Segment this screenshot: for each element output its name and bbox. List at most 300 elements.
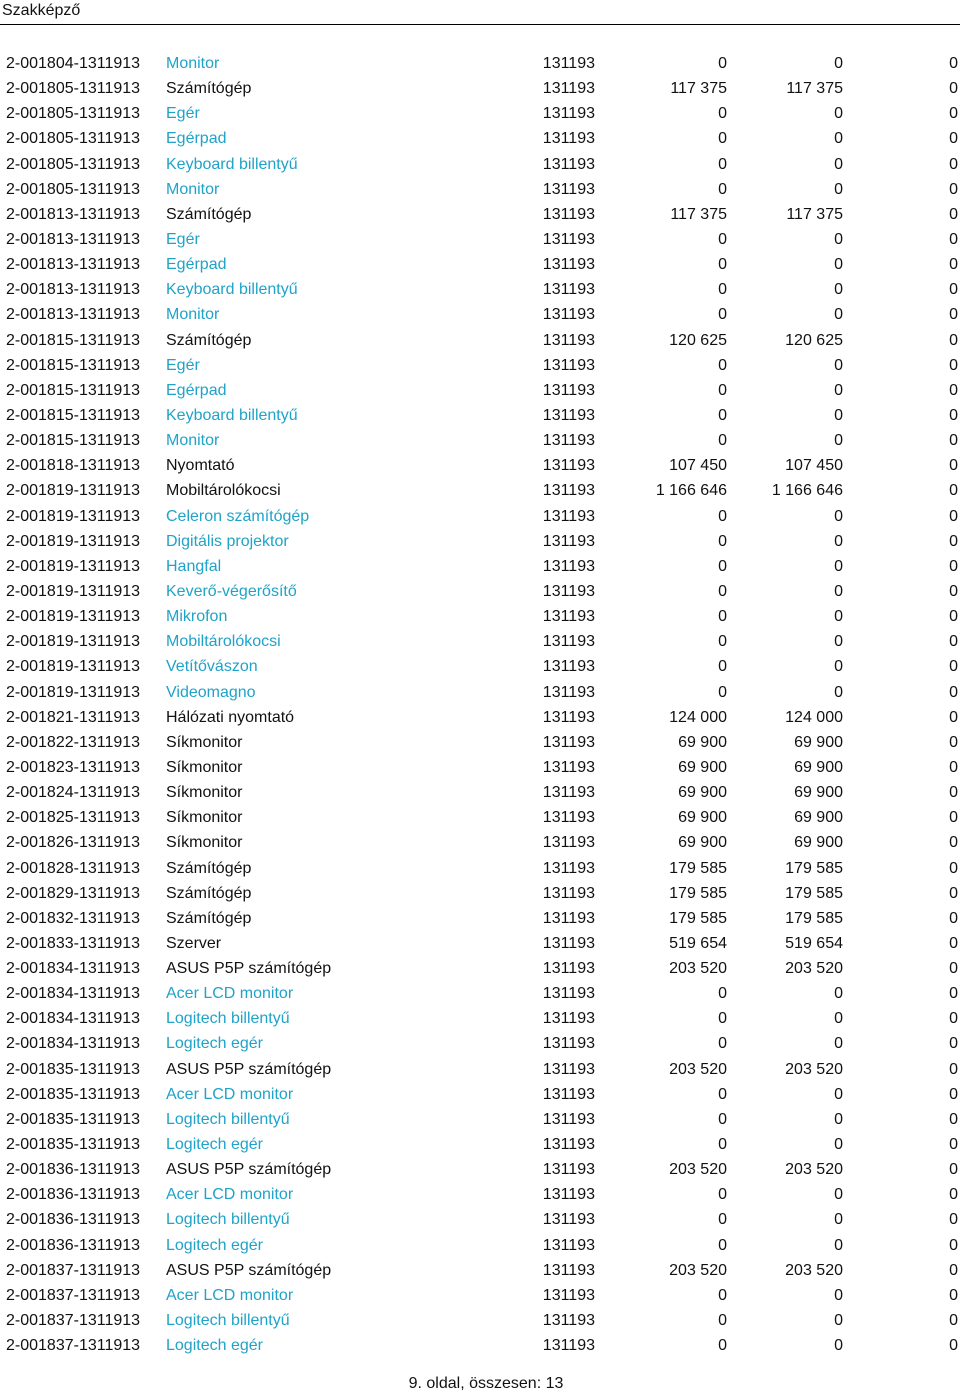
row-code: 131193 bbox=[542, 105, 595, 123]
row-id: 2-001819-1311913 bbox=[6, 582, 141, 600]
row-id: 2-001834-1311913 bbox=[6, 1035, 141, 1053]
row-item-name: Síkmonitor bbox=[166, 758, 243, 776]
row-item-name: Számítógép bbox=[166, 80, 252, 98]
table-row bbox=[0, 428, 960, 453]
row-value-net: 0 bbox=[834, 582, 843, 600]
table-row bbox=[0, 1283, 960, 1308]
row-value-remaining: 0 bbox=[949, 1136, 958, 1154]
row-value-net: 0 bbox=[834, 356, 843, 374]
table-row bbox=[0, 126, 960, 151]
row-item-name: Keyboard billentyű bbox=[166, 406, 298, 424]
row-value-net: 117 375 bbox=[786, 205, 843, 223]
row-id: 2-001836-1311913 bbox=[6, 1186, 141, 1204]
table-row bbox=[0, 554, 960, 579]
row-code: 131193 bbox=[542, 1110, 595, 1128]
row-item-name: Vetítővászon bbox=[166, 658, 258, 676]
row-id: 2-001819-1311913 bbox=[6, 633, 141, 651]
table-row bbox=[0, 504, 960, 529]
row-value-remaining: 0 bbox=[949, 733, 958, 751]
row-value-remaining: 0 bbox=[949, 331, 958, 349]
row-code: 131193 bbox=[542, 457, 595, 475]
row-value-remaining: 0 bbox=[949, 130, 958, 148]
row-value-gross: 0 bbox=[718, 155, 727, 173]
row-value-remaining: 0 bbox=[949, 281, 958, 299]
row-value-gross: 0 bbox=[718, 381, 727, 399]
row-code: 131193 bbox=[542, 80, 595, 98]
row-value-remaining: 0 bbox=[949, 381, 958, 399]
row-value-gross: 0 bbox=[718, 230, 727, 248]
table-row bbox=[0, 1132, 960, 1157]
row-item-name: Acer LCD monitor bbox=[166, 1085, 294, 1103]
row-id: 2-001835-1311913 bbox=[6, 1110, 141, 1128]
row-value-net: 0 bbox=[834, 507, 843, 525]
row-id: 2-001825-1311913 bbox=[6, 809, 141, 827]
row-value-gross: 0 bbox=[718, 1337, 727, 1355]
row-id: 2-001819-1311913 bbox=[6, 557, 141, 575]
row-code: 131193 bbox=[542, 1060, 595, 1078]
row-id: 2-001805-1311913 bbox=[6, 80, 141, 98]
row-value-gross: 69 900 bbox=[678, 733, 727, 751]
row-value-net: 0 bbox=[834, 381, 843, 399]
row-id: 2-001805-1311913 bbox=[6, 105, 141, 123]
table-row bbox=[0, 881, 960, 906]
table-row bbox=[0, 931, 960, 956]
row-value-net: 0 bbox=[834, 633, 843, 651]
table-row bbox=[0, 856, 960, 881]
row-item-name: Acer LCD monitor bbox=[166, 1186, 294, 1204]
row-id: 2-001804-1311913 bbox=[6, 55, 141, 72]
table-row bbox=[0, 705, 960, 730]
row-value-net: 1 166 646 bbox=[771, 482, 843, 500]
row-value-net: 0 bbox=[834, 608, 843, 626]
row-item-name: Síkmonitor bbox=[166, 809, 243, 827]
row-value-net: 69 900 bbox=[794, 809, 843, 827]
row-id: 2-001837-1311913 bbox=[6, 1261, 141, 1279]
row-code: 131193 bbox=[542, 1010, 595, 1028]
row-value-remaining: 0 bbox=[949, 985, 958, 1003]
row-value-net: 0 bbox=[834, 1286, 843, 1304]
row-value-gross: 0 bbox=[718, 1136, 727, 1154]
row-item-name: Keyboard billentyű bbox=[166, 155, 298, 173]
row-code: 131193 bbox=[542, 256, 595, 274]
row-value-net: 0 bbox=[834, 155, 843, 173]
row-value-remaining: 0 bbox=[949, 582, 958, 600]
table-row bbox=[0, 755, 960, 780]
table-row bbox=[0, 152, 960, 177]
row-value-net: 203 520 bbox=[785, 1261, 843, 1279]
table-row bbox=[0, 1031, 960, 1056]
row-value-net: 0 bbox=[834, 180, 843, 198]
row-id: 2-001815-1311913 bbox=[6, 356, 141, 374]
row-value-net: 0 bbox=[834, 105, 843, 123]
row-id: 2-001834-1311913 bbox=[6, 985, 141, 1003]
row-value-gross: 0 bbox=[718, 683, 727, 701]
row-item-name: Monitor bbox=[166, 55, 220, 72]
row-value-gross: 203 520 bbox=[669, 1261, 727, 1279]
row-code: 131193 bbox=[542, 1211, 595, 1229]
row-value-net: 0 bbox=[834, 683, 843, 701]
row-value-gross: 0 bbox=[718, 582, 727, 600]
row-value-remaining: 0 bbox=[949, 1161, 958, 1179]
row-value-remaining: 0 bbox=[949, 306, 958, 324]
table-row bbox=[0, 277, 960, 302]
row-value-remaining: 0 bbox=[949, 608, 958, 626]
row-value-net: 0 bbox=[834, 532, 843, 550]
row-item-name: ASUS P5P számítógép bbox=[166, 960, 332, 978]
row-value-gross: 203 520 bbox=[669, 1060, 727, 1078]
row-id: 2-001828-1311913 bbox=[6, 859, 141, 877]
row-value-gross: 117 375 bbox=[670, 205, 727, 223]
row-value-gross: 0 bbox=[718, 306, 727, 324]
row-id: 2-001833-1311913 bbox=[6, 934, 141, 952]
row-value-net: 0 bbox=[834, 230, 843, 248]
row-value-remaining: 0 bbox=[949, 180, 958, 198]
row-code: 131193 bbox=[542, 1186, 595, 1204]
row-value-remaining: 0 bbox=[949, 557, 958, 575]
row-code: 131193 bbox=[542, 281, 595, 299]
row-value-gross: 0 bbox=[718, 1110, 727, 1128]
row-id: 2-001836-1311913 bbox=[6, 1211, 141, 1229]
row-value-net: 0 bbox=[834, 55, 843, 72]
row-code: 131193 bbox=[542, 432, 595, 450]
row-value-net: 0 bbox=[834, 1085, 843, 1103]
row-item-name: Keyboard billentyű bbox=[166, 281, 298, 299]
row-code: 131193 bbox=[542, 55, 595, 72]
row-value-remaining: 0 bbox=[949, 155, 958, 173]
row-code: 131193 bbox=[542, 834, 595, 852]
row-item-name: Síkmonitor bbox=[166, 784, 243, 802]
row-value-gross: 0 bbox=[718, 1010, 727, 1028]
document-header bbox=[0, 0, 960, 25]
row-item-name: Logitech billentyű bbox=[166, 1110, 290, 1128]
row-value-remaining: 0 bbox=[949, 1211, 958, 1229]
row-item-name: Számítógép bbox=[166, 205, 252, 223]
row-value-remaining: 0 bbox=[949, 55, 958, 72]
row-item-name: Szerver bbox=[166, 934, 222, 952]
row-code: 131193 bbox=[542, 758, 595, 776]
asset-table bbox=[0, 51, 960, 1358]
table-row bbox=[0, 529, 960, 554]
row-value-remaining: 0 bbox=[949, 809, 958, 827]
row-id: 2-001826-1311913 bbox=[6, 834, 141, 852]
row-value-remaining: 0 bbox=[949, 758, 958, 776]
table-row bbox=[0, 227, 960, 252]
row-item-name: Mobiltárolókocsi bbox=[166, 633, 281, 651]
row-value-remaining: 0 bbox=[949, 633, 958, 651]
row-id: 2-001823-1311913 bbox=[6, 758, 141, 776]
row-id: 2-001821-1311913 bbox=[6, 708, 141, 726]
row-code: 131193 bbox=[542, 406, 595, 424]
row-value-gross: 0 bbox=[718, 281, 727, 299]
row-value-gross: 0 bbox=[718, 1085, 727, 1103]
row-value-remaining: 0 bbox=[949, 1312, 958, 1330]
row-value-net: 0 bbox=[834, 1211, 843, 1229]
row-value-remaining: 0 bbox=[949, 934, 958, 952]
row-value-net: 69 900 bbox=[794, 784, 843, 802]
row-id: 2-001815-1311913 bbox=[6, 406, 141, 424]
row-id: 2-001815-1311913 bbox=[6, 331, 141, 349]
row-value-remaining: 0 bbox=[949, 859, 958, 877]
table-row bbox=[0, 1082, 960, 1107]
table-row bbox=[0, 76, 960, 101]
row-code: 131193 bbox=[542, 608, 595, 626]
row-value-net: 203 520 bbox=[785, 1060, 843, 1078]
row-value-net: 0 bbox=[834, 1136, 843, 1154]
row-id: 2-001837-1311913 bbox=[6, 1286, 141, 1304]
row-value-gross: 0 bbox=[718, 507, 727, 525]
table-row bbox=[0, 1333, 960, 1358]
row-value-net: 179 585 bbox=[785, 859, 843, 877]
row-value-remaining: 0 bbox=[949, 909, 958, 927]
row-item-name: Videomagno bbox=[166, 683, 256, 701]
table-row bbox=[0, 101, 960, 126]
row-item-name: Számítógép bbox=[166, 331, 252, 349]
row-value-net: 0 bbox=[834, 1110, 843, 1128]
row-item-name: Digitális projektor bbox=[166, 532, 289, 550]
row-id: 2-001835-1311913 bbox=[6, 1136, 141, 1154]
row-id: 2-001819-1311913 bbox=[6, 658, 141, 676]
row-value-gross: 120 625 bbox=[669, 331, 727, 349]
row-id: 2-001815-1311913 bbox=[6, 381, 141, 399]
row-item-name: Egér bbox=[166, 230, 200, 248]
row-item-name: Keverő-végerősítő bbox=[166, 582, 297, 600]
row-value-gross: 0 bbox=[718, 1211, 727, 1229]
row-value-remaining: 0 bbox=[949, 507, 958, 525]
row-value-gross: 0 bbox=[718, 1286, 727, 1304]
row-value-gross: 107 450 bbox=[669, 457, 727, 475]
row-code: 131193 bbox=[542, 507, 595, 525]
row-item-name: Mobiltárolókocsi bbox=[166, 482, 281, 500]
table-row bbox=[0, 780, 960, 805]
table-row bbox=[0, 654, 960, 679]
row-value-remaining: 0 bbox=[949, 884, 958, 902]
row-id: 2-001837-1311913 bbox=[6, 1312, 141, 1330]
row-value-gross: 0 bbox=[718, 180, 727, 198]
row-value-gross: 0 bbox=[718, 608, 727, 626]
row-value-net: 519 654 bbox=[785, 934, 843, 952]
row-value-remaining: 0 bbox=[949, 432, 958, 450]
row-value-remaining: 0 bbox=[949, 1060, 958, 1078]
row-value-remaining: 0 bbox=[949, 960, 958, 978]
row-id: 2-001837-1311913 bbox=[6, 1337, 141, 1355]
row-value-remaining: 0 bbox=[949, 658, 958, 676]
row-item-name: Egérpad bbox=[166, 256, 227, 274]
row-value-gross: 0 bbox=[718, 256, 727, 274]
row-code: 131193 bbox=[542, 985, 595, 1003]
row-item-name: Számítógép bbox=[166, 859, 252, 877]
row-value-net: 0 bbox=[834, 557, 843, 575]
row-value-net: 0 bbox=[834, 1312, 843, 1330]
row-value-remaining: 0 bbox=[949, 1110, 958, 1128]
row-value-gross: 0 bbox=[718, 1312, 727, 1330]
row-code: 131193 bbox=[542, 683, 595, 701]
row-id: 2-001813-1311913 bbox=[6, 230, 141, 248]
row-value-gross: 0 bbox=[718, 406, 727, 424]
row-value-remaining: 0 bbox=[949, 256, 958, 274]
row-value-net: 0 bbox=[834, 1010, 843, 1028]
row-id: 2-001818-1311913 bbox=[6, 457, 141, 475]
row-value-net: 0 bbox=[834, 432, 843, 450]
row-value-net: 0 bbox=[834, 306, 843, 324]
row-value-net: 117 375 bbox=[786, 80, 843, 98]
row-value-gross: 0 bbox=[718, 1236, 727, 1254]
row-value-net: 120 625 bbox=[785, 331, 843, 349]
row-item-name: Logitech egér bbox=[166, 1136, 263, 1154]
row-value-remaining: 0 bbox=[949, 356, 958, 374]
row-code: 131193 bbox=[542, 1312, 595, 1330]
row-id: 2-001832-1311913 bbox=[6, 909, 141, 927]
row-id: 2-001836-1311913 bbox=[6, 1161, 141, 1179]
row-value-gross: 179 585 bbox=[669, 909, 727, 927]
row-item-name: Számítógép bbox=[166, 909, 252, 927]
row-id: 2-001834-1311913 bbox=[6, 1010, 141, 1028]
row-item-name: Monitor bbox=[166, 432, 220, 450]
table-row bbox=[0, 1308, 960, 1333]
row-value-remaining: 0 bbox=[949, 1010, 958, 1028]
row-value-gross: 124 000 bbox=[669, 708, 727, 726]
row-code: 131193 bbox=[542, 960, 595, 978]
row-value-gross: 0 bbox=[718, 130, 727, 148]
row-value-net: 0 bbox=[834, 1337, 843, 1355]
row-id: 2-001813-1311913 bbox=[6, 306, 141, 324]
header-title: Szakképző bbox=[2, 2, 81, 19]
row-value-remaining: 0 bbox=[949, 1337, 958, 1355]
row-id: 2-001815-1311913 bbox=[6, 432, 141, 450]
table-row bbox=[0, 604, 960, 629]
row-item-name: Hálózati nyomtató bbox=[166, 708, 295, 726]
row-value-remaining: 0 bbox=[949, 532, 958, 550]
table-row bbox=[0, 579, 960, 604]
row-value-gross: 69 900 bbox=[678, 834, 727, 852]
row-value-net: 69 900 bbox=[794, 758, 843, 776]
row-code: 131193 bbox=[542, 557, 595, 575]
table-row bbox=[0, 1182, 960, 1207]
table-row bbox=[0, 478, 960, 503]
table-row bbox=[0, 956, 960, 981]
table-row bbox=[0, 629, 960, 654]
row-item-name: Síkmonitor bbox=[166, 733, 243, 751]
row-item-name: ASUS P5P számítógép bbox=[166, 1060, 332, 1078]
row-code: 131193 bbox=[542, 809, 595, 827]
row-code: 131193 bbox=[542, 532, 595, 550]
row-item-name: ASUS P5P számítógép bbox=[166, 1161, 332, 1179]
row-code: 131193 bbox=[542, 356, 595, 374]
table-row bbox=[0, 1233, 960, 1258]
table-row bbox=[0, 202, 960, 227]
row-value-net: 0 bbox=[834, 658, 843, 676]
row-id: 2-001805-1311913 bbox=[6, 180, 141, 198]
row-code: 131193 bbox=[542, 1261, 595, 1279]
row-code: 131193 bbox=[542, 205, 595, 223]
row-code: 131193 bbox=[542, 1161, 595, 1179]
row-code: 131193 bbox=[542, 859, 595, 877]
row-value-gross: 0 bbox=[718, 658, 727, 676]
row-code: 131193 bbox=[542, 381, 595, 399]
row-code: 131193 bbox=[542, 582, 595, 600]
table-row bbox=[0, 378, 960, 403]
row-value-gross: 69 900 bbox=[678, 784, 727, 802]
row-item-name: Logitech egér bbox=[166, 1236, 263, 1254]
row-item-name: Egér bbox=[166, 356, 200, 374]
row-value-gross: 179 585 bbox=[669, 859, 727, 877]
row-code: 131193 bbox=[542, 1136, 595, 1154]
row-item-name: Mikrofon bbox=[166, 608, 228, 626]
row-id: 2-001813-1311913 bbox=[6, 205, 141, 223]
row-value-net: 0 bbox=[834, 1035, 843, 1053]
row-value-gross: 519 654 bbox=[669, 934, 727, 952]
row-id: 2-001805-1311913 bbox=[6, 155, 141, 173]
row-code: 131193 bbox=[542, 909, 595, 927]
row-value-net: 0 bbox=[834, 1236, 843, 1254]
row-value-net: 0 bbox=[834, 130, 843, 148]
table-row bbox=[0, 51, 960, 76]
row-value-gross: 69 900 bbox=[678, 809, 727, 827]
table-row bbox=[0, 403, 960, 428]
row-value-remaining: 0 bbox=[949, 1035, 958, 1053]
table-row bbox=[0, 1157, 960, 1182]
table-row bbox=[0, 830, 960, 855]
row-code: 131193 bbox=[542, 733, 595, 751]
row-value-remaining: 0 bbox=[949, 80, 958, 98]
row-value-gross: 0 bbox=[718, 1186, 727, 1204]
row-value-gross: 0 bbox=[718, 532, 727, 550]
row-value-net: 0 bbox=[834, 985, 843, 1003]
row-item-name: Egérpad bbox=[166, 130, 227, 148]
row-value-gross: 0 bbox=[718, 1035, 727, 1053]
row-code: 131193 bbox=[542, 155, 595, 173]
row-value-remaining: 0 bbox=[949, 230, 958, 248]
row-id: 2-001836-1311913 bbox=[6, 1236, 141, 1254]
row-value-net: 203 520 bbox=[785, 1161, 843, 1179]
row-value-remaining: 0 bbox=[949, 1286, 958, 1304]
row-value-gross: 0 bbox=[718, 105, 727, 123]
row-value-net: 69 900 bbox=[794, 834, 843, 852]
row-code: 131193 bbox=[542, 331, 595, 349]
table-row bbox=[0, 328, 960, 353]
row-value-remaining: 0 bbox=[949, 834, 958, 852]
row-value-gross: 69 900 bbox=[678, 758, 727, 776]
row-item-name: Monitor bbox=[166, 180, 220, 198]
row-item-name: Logitech billentyű bbox=[166, 1211, 290, 1229]
table-row bbox=[0, 981, 960, 1006]
row-item-name: ASUS P5P számítógép bbox=[166, 1261, 332, 1279]
row-value-net: 107 450 bbox=[785, 457, 843, 475]
row-value-gross: 0 bbox=[718, 432, 727, 450]
row-item-name: Síkmonitor bbox=[166, 834, 243, 852]
table-row bbox=[0, 680, 960, 705]
row-id: 2-001819-1311913 bbox=[6, 683, 141, 701]
row-id: 2-001824-1311913 bbox=[6, 784, 141, 802]
row-value-gross: 0 bbox=[718, 557, 727, 575]
row-value-gross: 0 bbox=[718, 55, 727, 72]
row-code: 131193 bbox=[542, 633, 595, 651]
row-code: 131193 bbox=[542, 130, 595, 148]
row-value-net: 69 900 bbox=[794, 733, 843, 751]
table-row bbox=[0, 730, 960, 755]
table-row bbox=[0, 252, 960, 277]
row-item-name: Acer LCD monitor bbox=[166, 985, 294, 1003]
row-value-net: 0 bbox=[834, 406, 843, 424]
row-code: 131193 bbox=[542, 708, 595, 726]
table-row bbox=[0, 805, 960, 830]
row-code: 131193 bbox=[542, 1337, 595, 1355]
row-value-gross: 0 bbox=[718, 633, 727, 651]
row-code: 131193 bbox=[542, 1035, 595, 1053]
table-row bbox=[0, 1006, 960, 1031]
row-id: 2-001835-1311913 bbox=[6, 1085, 141, 1103]
row-id: 2-001813-1311913 bbox=[6, 256, 141, 274]
row-item-name: Számítógép bbox=[166, 884, 252, 902]
